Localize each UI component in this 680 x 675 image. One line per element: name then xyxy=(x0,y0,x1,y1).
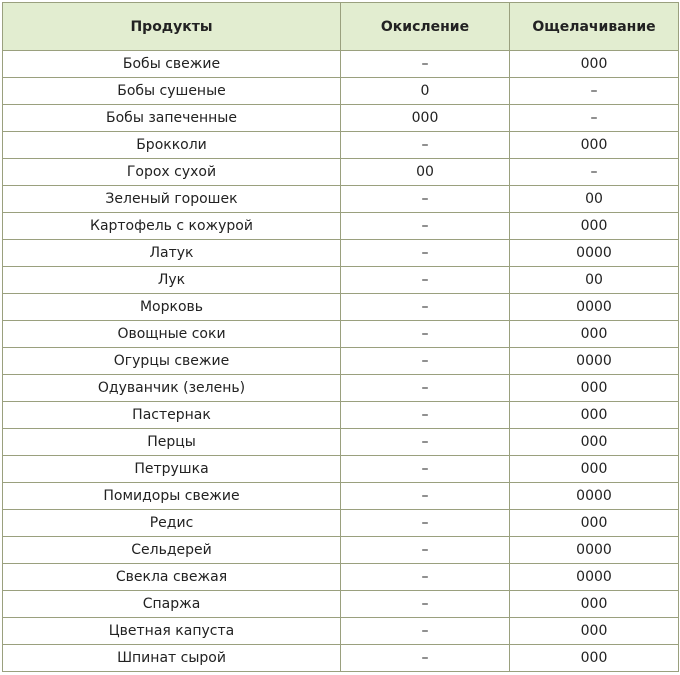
product-cell: Пастернак xyxy=(3,402,341,429)
table-body xyxy=(3,51,679,672)
oxidation-cell: 000 xyxy=(341,105,510,132)
table-row xyxy=(3,537,679,564)
alkalization-cell: 000 xyxy=(510,402,679,429)
header-oxidation: Окисление xyxy=(341,3,510,51)
table-row xyxy=(3,510,679,537)
oxidation-cell: – xyxy=(341,537,510,564)
oxidation-cell: – xyxy=(341,456,510,483)
oxidation-cell: – xyxy=(341,645,510,672)
table-row xyxy=(3,213,679,240)
alkalization-cell: 000 xyxy=(510,321,679,348)
alkalization-cell: 000 xyxy=(510,510,679,537)
alkalization-cell: 0000 xyxy=(510,564,679,591)
alkalization-cell: 000 xyxy=(510,456,679,483)
header-alkalization: Ощелачивание xyxy=(510,3,679,51)
table-row xyxy=(3,186,679,213)
table-row xyxy=(3,240,679,267)
alkalization-cell: 00 xyxy=(510,267,679,294)
oxidation-cell: – xyxy=(341,321,510,348)
product-cell: Горох сухой xyxy=(3,159,341,186)
table-row xyxy=(3,591,679,618)
alkalization-cell: 000 xyxy=(510,591,679,618)
table-row xyxy=(3,429,679,456)
header-products: Продукты xyxy=(3,3,341,51)
product-cell: Бобы сушеные xyxy=(3,78,341,105)
oxidation-cell: – xyxy=(341,240,510,267)
oxidation-cell: – xyxy=(341,564,510,591)
product-cell: Спаржа xyxy=(3,591,341,618)
product-cell: Свекла свежая xyxy=(3,564,341,591)
product-cell: Сельдерей xyxy=(3,537,341,564)
alkalization-cell: 000 xyxy=(510,132,679,159)
product-cell: Картофель с кожурой xyxy=(3,213,341,240)
oxidation-cell: 00 xyxy=(341,159,510,186)
table-row xyxy=(3,618,679,645)
product-cell: Латук xyxy=(3,240,341,267)
product-cell: Зеленый горошек xyxy=(3,186,341,213)
table-row xyxy=(3,78,679,105)
product-cell: Лук xyxy=(3,267,341,294)
product-cell: Петрушка xyxy=(3,456,341,483)
alkalization-cell: – xyxy=(510,105,679,132)
oxidation-cell: – xyxy=(341,591,510,618)
oxidation-cell: 0 xyxy=(341,78,510,105)
oxidation-cell: – xyxy=(341,348,510,375)
table-row xyxy=(3,294,679,321)
product-cell: Овощные соки xyxy=(3,321,341,348)
alkalization-cell: 000 xyxy=(510,618,679,645)
alkalization-cell: 000 xyxy=(510,429,679,456)
product-cell: Огурцы свежие xyxy=(3,348,341,375)
alkalization-cell: 000 xyxy=(510,375,679,402)
product-cell: Перцы xyxy=(3,429,341,456)
table-row xyxy=(3,132,679,159)
alkalization-cell: – xyxy=(510,78,679,105)
table-row xyxy=(3,267,679,294)
product-cell: Морковь xyxy=(3,294,341,321)
oxidation-cell: – xyxy=(341,294,510,321)
food-acidity-table xyxy=(2,2,679,672)
alkalization-cell: 0000 xyxy=(510,294,679,321)
alkalization-cell: 0000 xyxy=(510,240,679,267)
alkalization-cell: 000 xyxy=(510,213,679,240)
table-row xyxy=(3,51,679,78)
table-row xyxy=(3,645,679,672)
table-row xyxy=(3,159,679,186)
alkalization-cell: 0000 xyxy=(510,483,679,510)
oxidation-cell: – xyxy=(341,402,510,429)
table-row xyxy=(3,105,679,132)
oxidation-cell: – xyxy=(341,186,510,213)
alkalization-cell: 000 xyxy=(510,645,679,672)
table-row xyxy=(3,483,679,510)
table-row xyxy=(3,564,679,591)
oxidation-cell: – xyxy=(341,213,510,240)
product-cell: Помидоры свежие xyxy=(3,483,341,510)
oxidation-cell: – xyxy=(341,483,510,510)
oxidation-cell: – xyxy=(341,267,510,294)
alkalization-cell: 00 xyxy=(510,186,679,213)
oxidation-cell: – xyxy=(341,51,510,78)
oxidation-cell: – xyxy=(341,429,510,456)
product-cell: Шпинат сырой xyxy=(3,645,341,672)
alkalization-cell: 0000 xyxy=(510,348,679,375)
product-cell: Редис xyxy=(3,510,341,537)
table-row xyxy=(3,456,679,483)
product-cell: Брокколи xyxy=(3,132,341,159)
table-row xyxy=(3,348,679,375)
table-row xyxy=(3,402,679,429)
oxidation-cell: – xyxy=(341,375,510,402)
product-cell: Бобы свежие xyxy=(3,51,341,78)
table-row xyxy=(3,321,679,348)
product-cell: Цветная капуста xyxy=(3,618,341,645)
product-cell: Бобы запеченные xyxy=(3,105,341,132)
table-header-row xyxy=(3,3,679,51)
alkalization-cell: 0000 xyxy=(510,537,679,564)
product-cell: Одуванчик (зелень) xyxy=(3,375,341,402)
alkalization-cell: 000 xyxy=(510,51,679,78)
table-row xyxy=(3,375,679,402)
oxidation-cell: – xyxy=(341,132,510,159)
oxidation-cell: – xyxy=(341,510,510,537)
alkalization-cell: – xyxy=(510,159,679,186)
oxidation-cell: – xyxy=(341,618,510,645)
